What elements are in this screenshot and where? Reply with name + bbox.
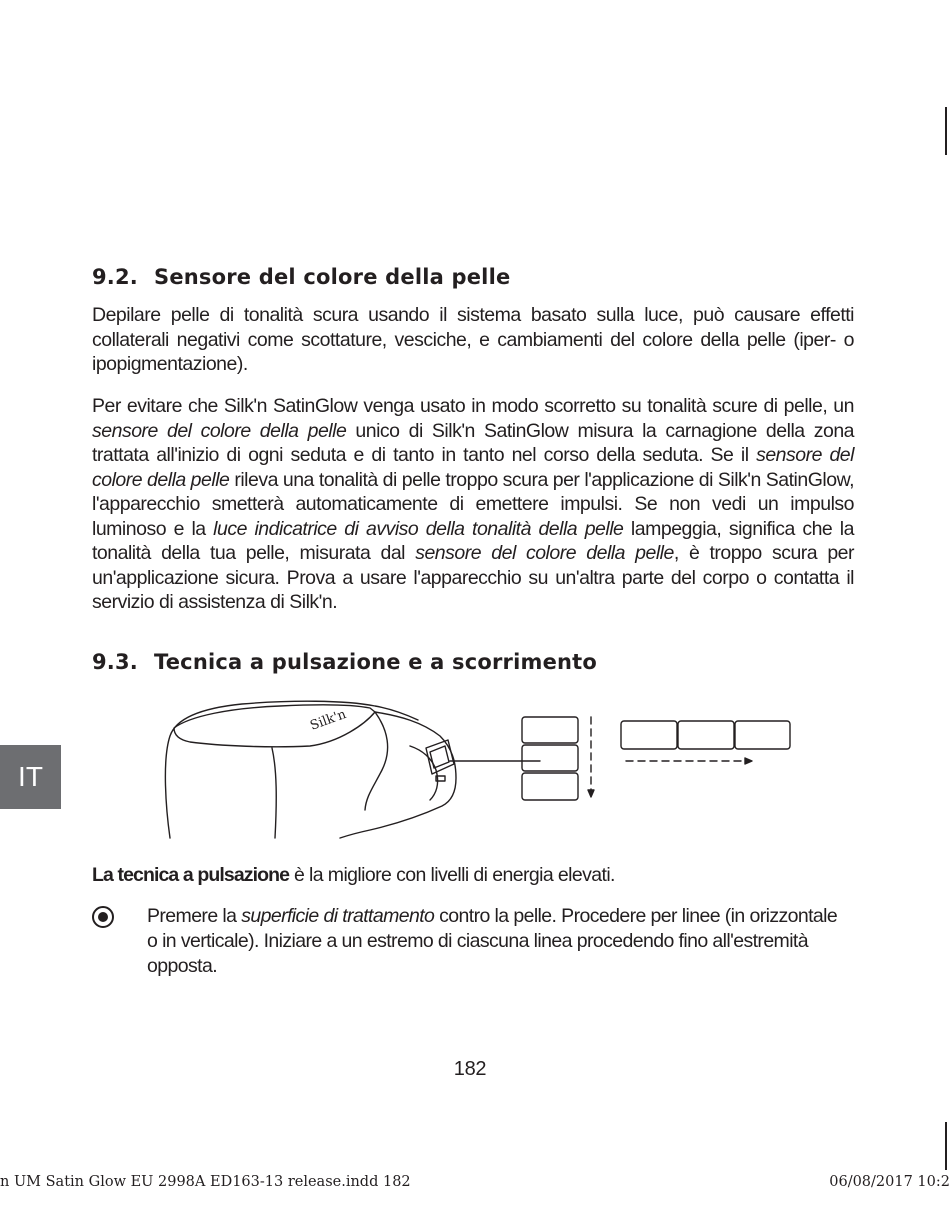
- section-number: 9.3.: [92, 650, 138, 674]
- text-run: Per evitare che Silk'n SatinGlow venga usato in modo scorretto su tonalità scure di pelle, un: [92, 395, 854, 417]
- pulse-block-v3: [522, 773, 578, 800]
- device-body-outline: [165, 701, 418, 838]
- text-run: lampeggia, significa che la tonalità della tua pelle, misurata dal: [92, 517, 854, 564]
- emphasis-text: superficie di trattamento: [241, 905, 435, 927]
- page-number: 182: [453, 1058, 487, 1080]
- lead-bold: La tecnica a pulsazione: [92, 864, 290, 886]
- section-heading-9-2: [92, 265, 510, 289]
- section-heading-9-3: [92, 650, 597, 674]
- device-seam: [272, 748, 276, 838]
- section-title: Sensore del colore della pelle: [154, 265, 511, 289]
- treatment-window-frame: [426, 740, 454, 774]
- pulse-technique-diagram: [160, 690, 800, 840]
- paragraph-skin-sensor: [92, 394, 854, 615]
- vertical-arrowhead: [588, 790, 594, 797]
- text-run: contro la pelle. Procedere per linee (in orizzontale o in verticale). Iniziare a un estremo di ciascuna linea procedendo fino all'estremità opposta.: [147, 905, 838, 977]
- device-head-outline: [340, 712, 456, 838]
- text-run: Premere la: [147, 905, 242, 927]
- text-run: , è troppo scura per un'applicazione sicura. Prova a usare l'apparecchio su un'altra parte del corpo o contatta il servizio di assistenza di Silk'n.: [92, 542, 854, 613]
- text-run: rileva una tonalità di pelle troppo scura per l'applicazione di Silk'n SatinGlow, l'apparecchio smetterà automaticamente di emettere impulsi. Se non vedi un impulso luminoso e la: [92, 468, 854, 540]
- emphasis-text: sensore del colore della pelle: [92, 444, 854, 491]
- treatment-window-inner: [430, 746, 449, 768]
- pulse-block-v2: [522, 745, 578, 771]
- pulse-block-h2: [678, 721, 734, 749]
- emphasis-text: sensore del colore della pelle: [92, 419, 347, 442]
- crop-mark-top-right: [945, 107, 947, 155]
- device-logo: Silk'n: [308, 706, 349, 734]
- bullet-instruction: [147, 904, 847, 979]
- language-tab: IT: [0, 745, 61, 809]
- pulse-block-v1: [522, 717, 578, 743]
- emphasis-text: sensore del colore della pelle: [415, 542, 674, 564]
- section-number: 9.2.: [92, 265, 138, 289]
- pulse-block-h1: [621, 721, 677, 749]
- footer-file-info: n UM Satin Glow EU 2998A ED163-13 release.indd 182: [0, 1174, 411, 1190]
- footer-date: 06/08/2017 10:2: [829, 1174, 950, 1190]
- emphasis-text: luce indicatrice di avviso della tonalità della pelle: [213, 517, 624, 540]
- horizontal-arrowhead: [745, 758, 752, 764]
- pulse-block-h3: [735, 721, 790, 749]
- paragraph-skin-risk: Depilare pelle di tonalità scura usando il sistema basato sulla luce, può causare effetti collaterali negativi come scottature, vesciche, e cambiamenti del colore della pelle (iper- o ipopigmentazione).: [92, 304, 854, 375]
- section-title: Tecnica a pulsazione e a scorrimento: [154, 650, 598, 674]
- crop-mark-bottom-right: [945, 1122, 947, 1170]
- lead-rest: è la migliore con livelli di energia elevati.: [289, 864, 615, 886]
- radio-bullet-icon: [92, 906, 114, 928]
- text-run: unico di Silk'n SatinGlow misura la carnagione della zona trattata all'inizio di ogni seduta e di tanto in tanto nel corso della seduta. Se il: [92, 419, 855, 466]
- pulse-technique-lead: [92, 864, 615, 887]
- device-head-band: [365, 712, 388, 810]
